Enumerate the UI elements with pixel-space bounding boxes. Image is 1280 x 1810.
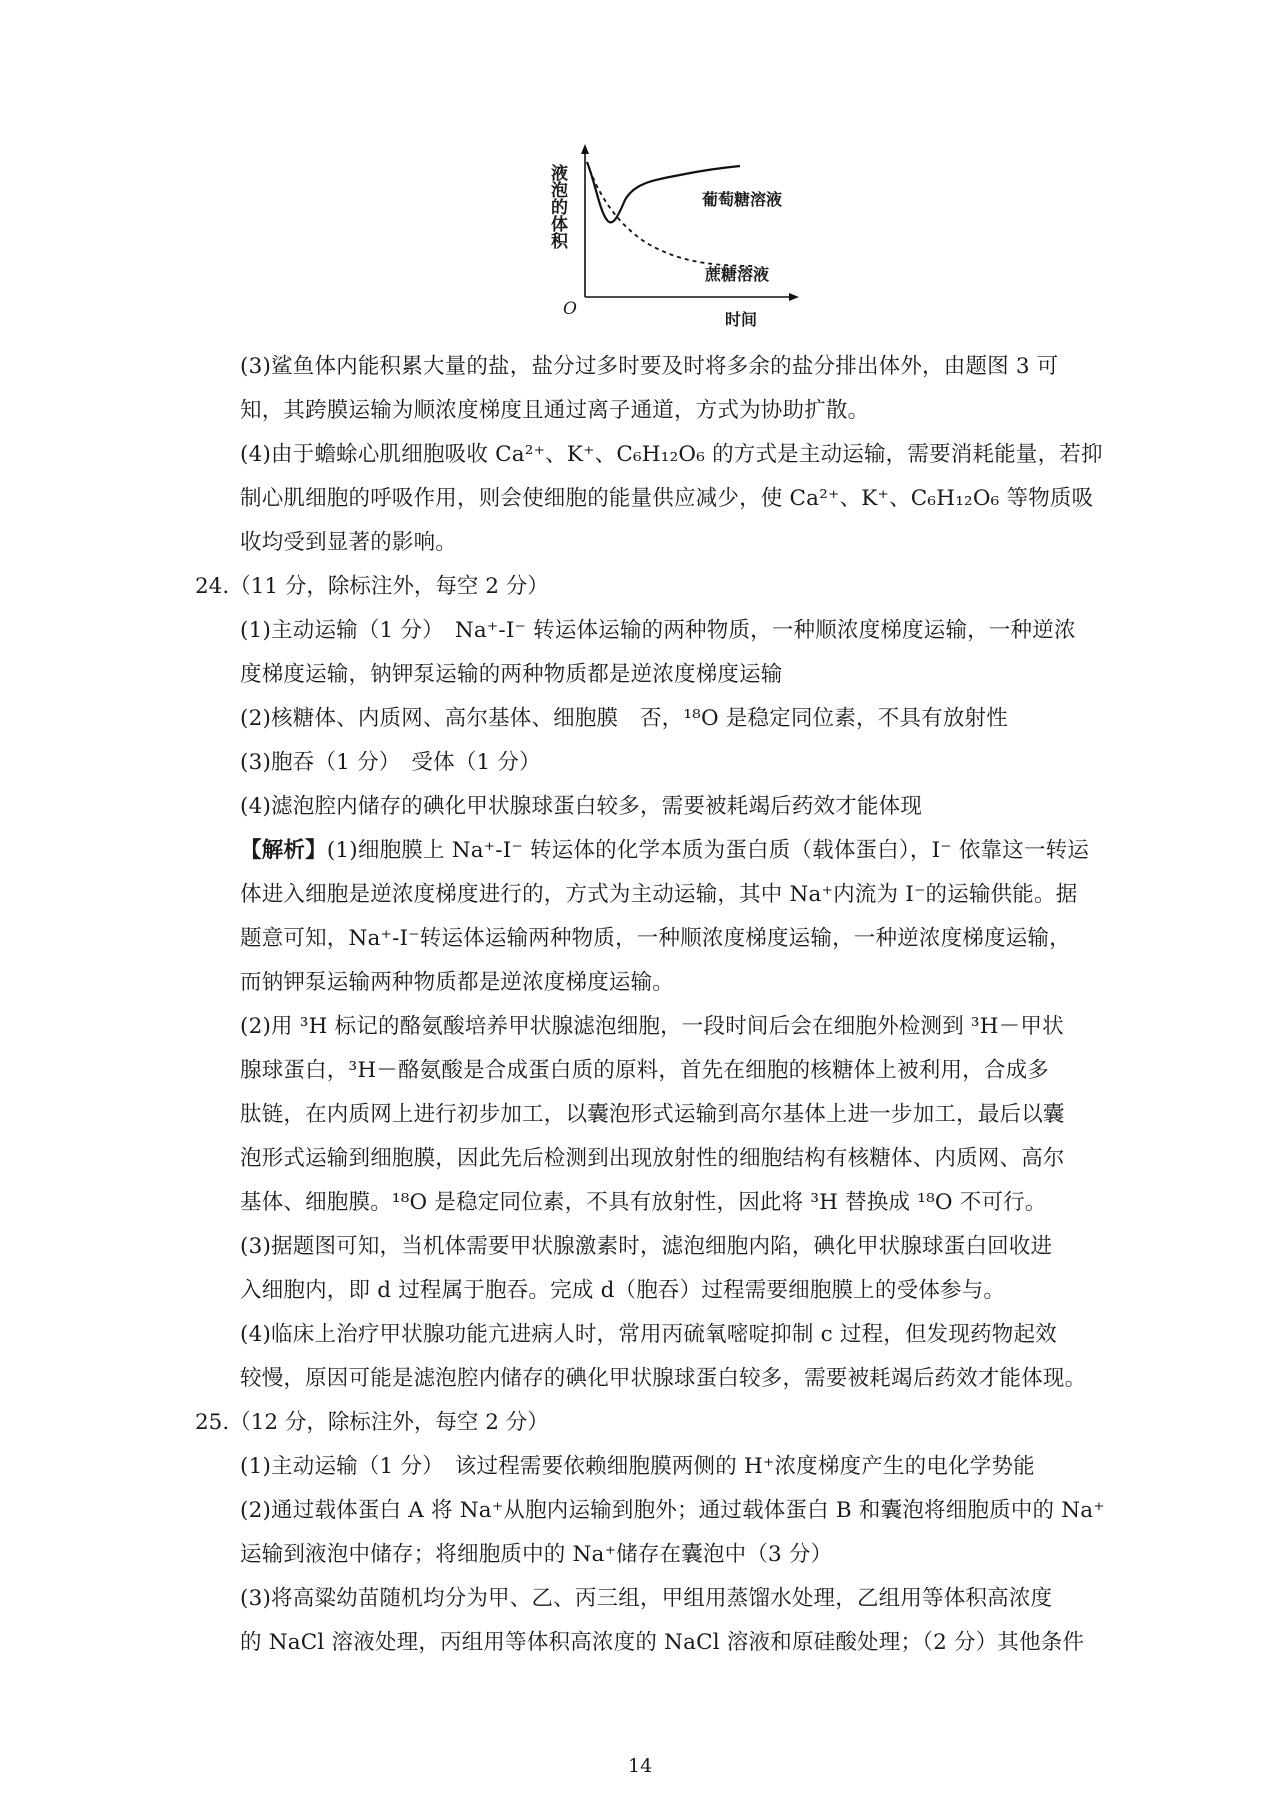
analysis-text: (1)细胞膜上 Na⁺-I⁻ 转运体的化学本质为蛋白质（载体蛋白），I⁻ 依靠这一转运 (326, 838, 1090, 863)
figure-x-axis-label: 时间 (725, 310, 758, 329)
text-line: 腺球蛋白，³H－酪氨酸是合成蛋白质的原料，首先在细胞的核糖体上被利用，合成多 (240, 1058, 1049, 1083)
y-axis-arrow (581, 144, 589, 154)
sucrose-curve-label: 蔗糖溶液 (705, 265, 770, 284)
text-line: (3)鲨鱼体内能积累大量的盐，盐分过多时要及时将多余的盐分排出体外，由题图 3 可 (240, 354, 1059, 379)
text-line: (4)滤泡腔内储存的碘化甲状腺球蛋白较多，需要被耗竭后药效才能体现 (240, 794, 923, 819)
text-line: (1)主动运输（1 分） 该过程需要依赖细胞膜两侧的 H⁺浓度梯度产生的电化学势能 (240, 1454, 1035, 1479)
x-axis-arrow (789, 293, 799, 301)
question-heading-25: 25.（12 分，除标注外，每空 2 分） (195, 1410, 549, 1435)
text-line: 体进入细胞是逆浓度梯度进行的，方式为主动运输，其中 Na⁺内流为 I⁻的运输供能。据 (240, 882, 1078, 907)
text-line: 泡形式运输到细胞膜，因此先后检测到出现放射性的细胞结构有核糖体、内质网、高尔 (240, 1146, 1065, 1171)
question-heading-24: 24.（11 分，除标注外，每空 2 分） (195, 574, 549, 599)
text-line: (4)由于蟾蜍心肌细胞吸收 Ca²⁺、K⁺、C₆H₁₂O₆ 的方式是主动运输，需要消耗能量，若抑 (240, 442, 1103, 467)
page-number: 14 (628, 1755, 653, 1777)
text-line: 入细胞内，即 d 过程属于胞吞。完成 d（胞吞）过程需要细胞膜上的受体参与。 (240, 1278, 1006, 1303)
text-line: (2)通过载体蛋白 A 将 Na⁺从胞内运输到胞外；通过载体蛋白 B 和囊泡将细胞质中的 Na⁺ (240, 1498, 1105, 1523)
text-line: (3)胞吞（1 分） 受体（1 分） (240, 750, 541, 775)
text-line: (2)用 ³H 标记的酪氨酸培养甲状腺滤泡细胞，一段时间后会在细胞外检测到 ³H－甲状 (240, 1014, 1064, 1039)
vacuole-volume-figure (545, 142, 805, 327)
text-line: (3)据题图可知，当机体需要甲状腺激素时，滤泡细胞内陷，碘化甲状腺球蛋白回收进 (240, 1234, 1053, 1259)
analysis-line (240, 833, 1089, 864)
text-line: 肽链，在内质网上进行初步加工，以囊泡形式运输到高尔基体上进一步加工，最后以囊 (240, 1102, 1065, 1127)
text-line: 较慢，原因可能是滤泡腔内储存的碘化甲状腺球蛋白较多，需要被耗竭后药效才能体现。 (240, 1366, 1087, 1391)
text-line: (4)临床上治疗甲状腺功能亢进病人时，常用丙硫氧嘧啶抑制 c 过程，但发现药物起效 (240, 1322, 1057, 1347)
text-line: 知，其跨膜运输为顺浓度梯度且通过离子通道，方式为协助扩散。 (240, 398, 870, 423)
text-line: (1)主动运输（1 分） Na⁺-I⁻ 转运体运输的两种物质，一种顺浓度梯度运输，一种逆浓 (240, 618, 1076, 643)
figure-origin-label: O (563, 299, 577, 319)
figure-graph (545, 142, 805, 327)
glucose-curve-label: 葡萄糖溶液 (702, 190, 783, 209)
text-line: 运输到液泡中储存；将细胞质中的 Na⁺储存在囊泡中（3 分） (240, 1542, 833, 1567)
analysis-label: 【解析】 (240, 838, 327, 863)
text-line: 收均受到显著的影响。 (240, 530, 458, 555)
text-line: (3)将高粱幼苗随机均分为甲、乙、丙三组，甲组用蒸馏水处理，乙组用等体积高浓度 (240, 1586, 1053, 1611)
text-line: 而钠钾泵运输两种物质都是逆浓度梯度运输。 (240, 970, 675, 995)
figure-y-axis-label: 液泡的体积 (547, 164, 567, 249)
text-line: 基体、细胞膜。¹⁸O 是稳定同位素，不具有放射性，因此将 ³H 替换成 ¹⁸O 不可行。 (240, 1190, 1047, 1215)
text-line: 题意可知，Na⁺-I⁻转运体运输两种物质，一种顺浓度梯度运输，一种逆浓度梯度运输， (240, 926, 1071, 951)
text-line: 度梯度运输，钠钾泵运输的两种物质都是逆浓度梯度运输 (240, 662, 783, 687)
text-line: 制心肌细胞的呼吸作用，则会使细胞的能量供应减少，使 Ca²⁺、K⁺、C₆H₁₂O₆ 等物质吸 (240, 486, 1094, 511)
text-line: 的 NaCl 溶液处理，丙组用等体积高浓度的 NaCl 溶液和原硅酸处理；（2 分）其他条件 (240, 1630, 1085, 1655)
text-line: (2)核糖体、内质网、高尔基体、细胞膜 否，¹⁸O 是稳定同位素，不具有放射性 (240, 706, 1008, 731)
